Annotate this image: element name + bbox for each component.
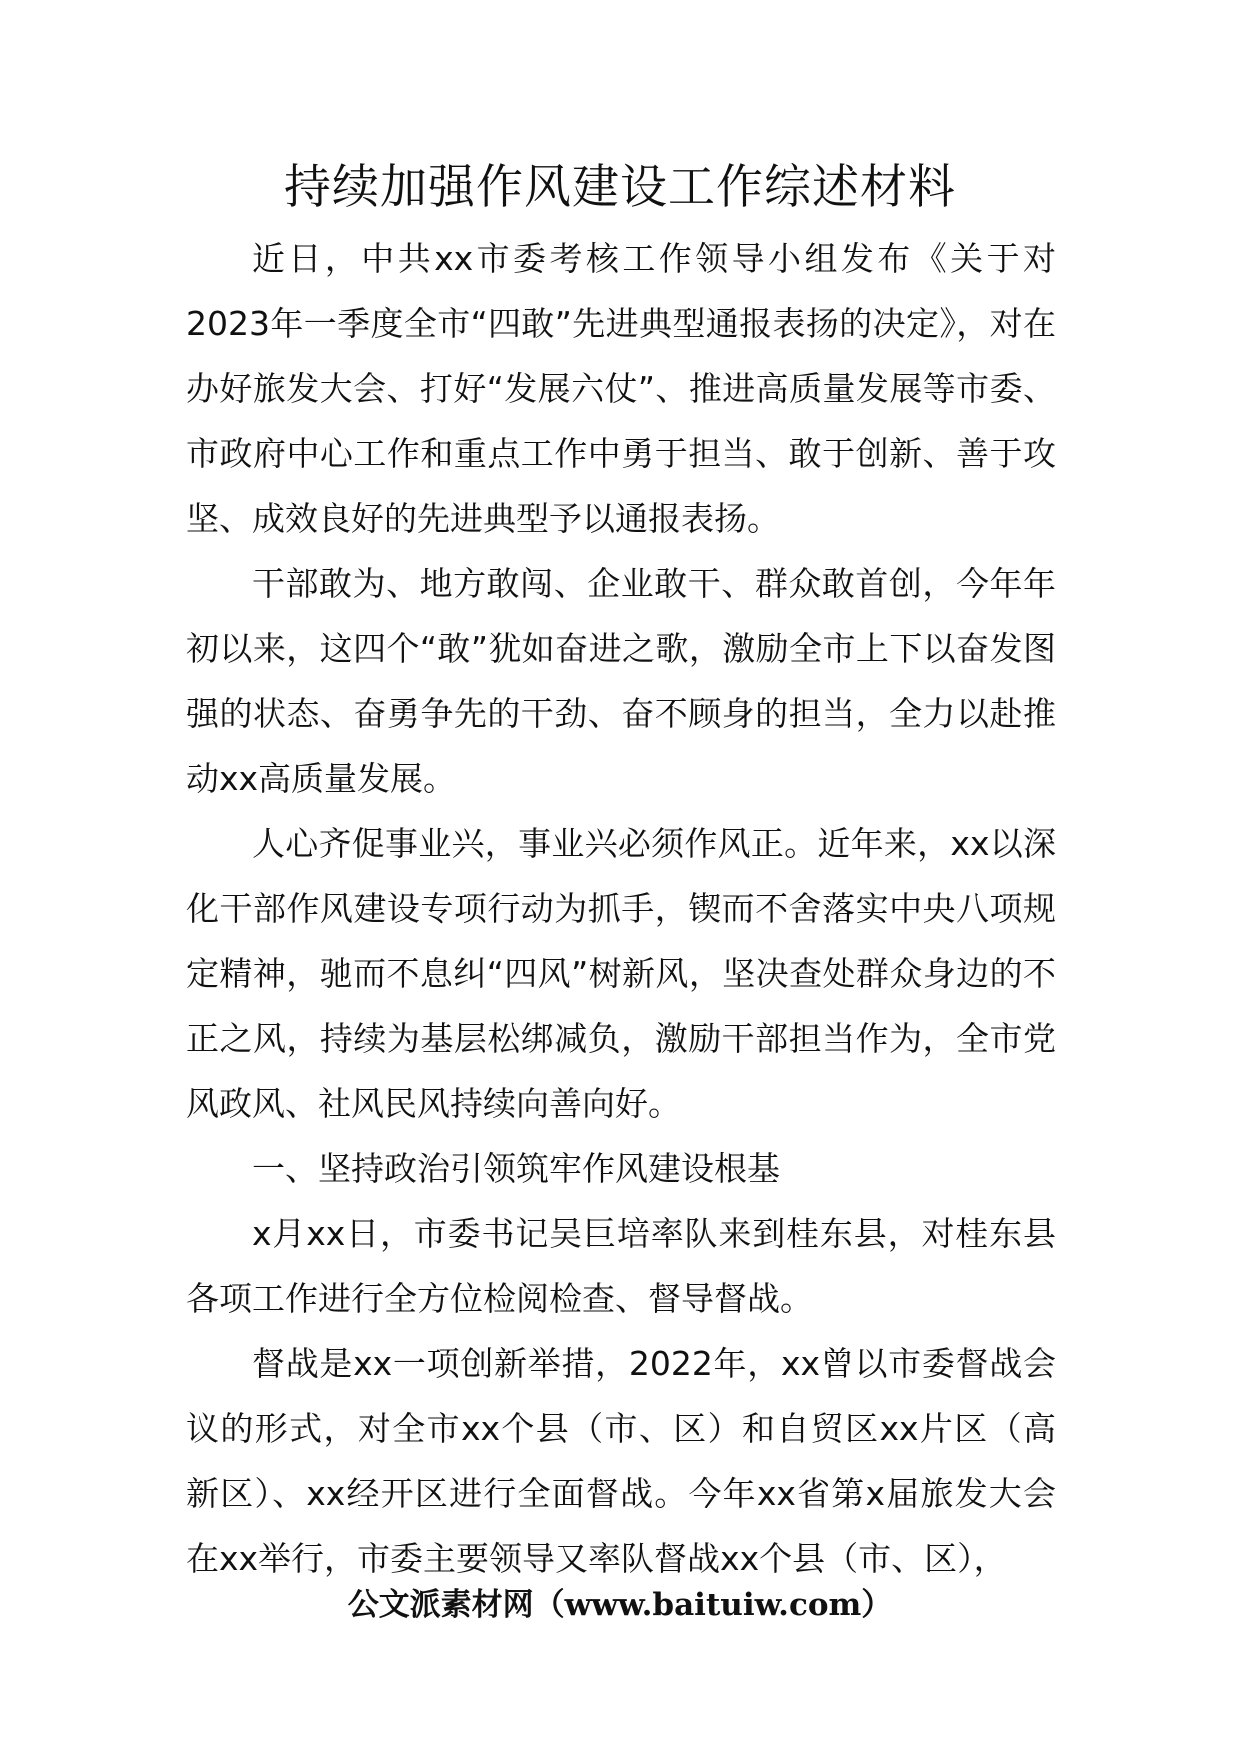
document-title: 持续加强作风建设工作综述材料 (284, 160, 956, 215)
paragraph-4: x月xx日，市委书记吴巨培率队来到桂东县，对桂东县各项工作进行全方位检阅检查、督导督战。 (186, 1214, 1056, 1318)
paragraph-3: 人心齐促事业兴，事业兴必须作风正。近年来，xx以深化干部作风建设专项行动为抓手，锲而不舍落实中央八项规定精神，驰而不息纠“四风”树新风，坚决查处群众身边的不正之风，持续为基层松绑减负，激励干部担当作为，全市党风政风、社风民风持续向善向好。 (186, 824, 1056, 1123)
paragraph-5: 督战是xx一项创新举措，2022年，xx曾以市委督战会议的形式，对全市xx个县（市、区）和自贸区xx片区（高新区）、xx经开区进行全面督战。今年xx省第x届旅发大会在xx举行，市委主要领导又率队督战xx个县（市、区）， (186, 1344, 1056, 1578)
footer-watermark: 公文派素材网（www.baituiw.com） (347, 1587, 893, 1623)
paragraph-1: 近日，中共xx市委考核工作领导小组发布《关于对2023年一季度全市“四敢”先进典型通报表扬的决定》，对在办好旅发大会、打好“发展六仗”、推进高质量发展等市委、市政府中心工作和重点工作中勇于担当、敢于创新、善于攻坚、成效良好的先进典型予以通报表扬。 (186, 239, 1056, 538)
document-body (186, 226, 1056, 1591)
paragraph-2: 干部敢为、地方敢闯、企业敢干、群众敢首创，今年年初以来，这四个“敢”犹如奋进之歌，激励全市上下以奋发图强的状态、奋勇争先的干劲、奋不顾身的担当，全力以赴推动xx高质量发展。 (186, 564, 1056, 798)
section-heading-1: 一、坚持政治引领筑牢作风建设根基 (252, 1149, 780, 1188)
